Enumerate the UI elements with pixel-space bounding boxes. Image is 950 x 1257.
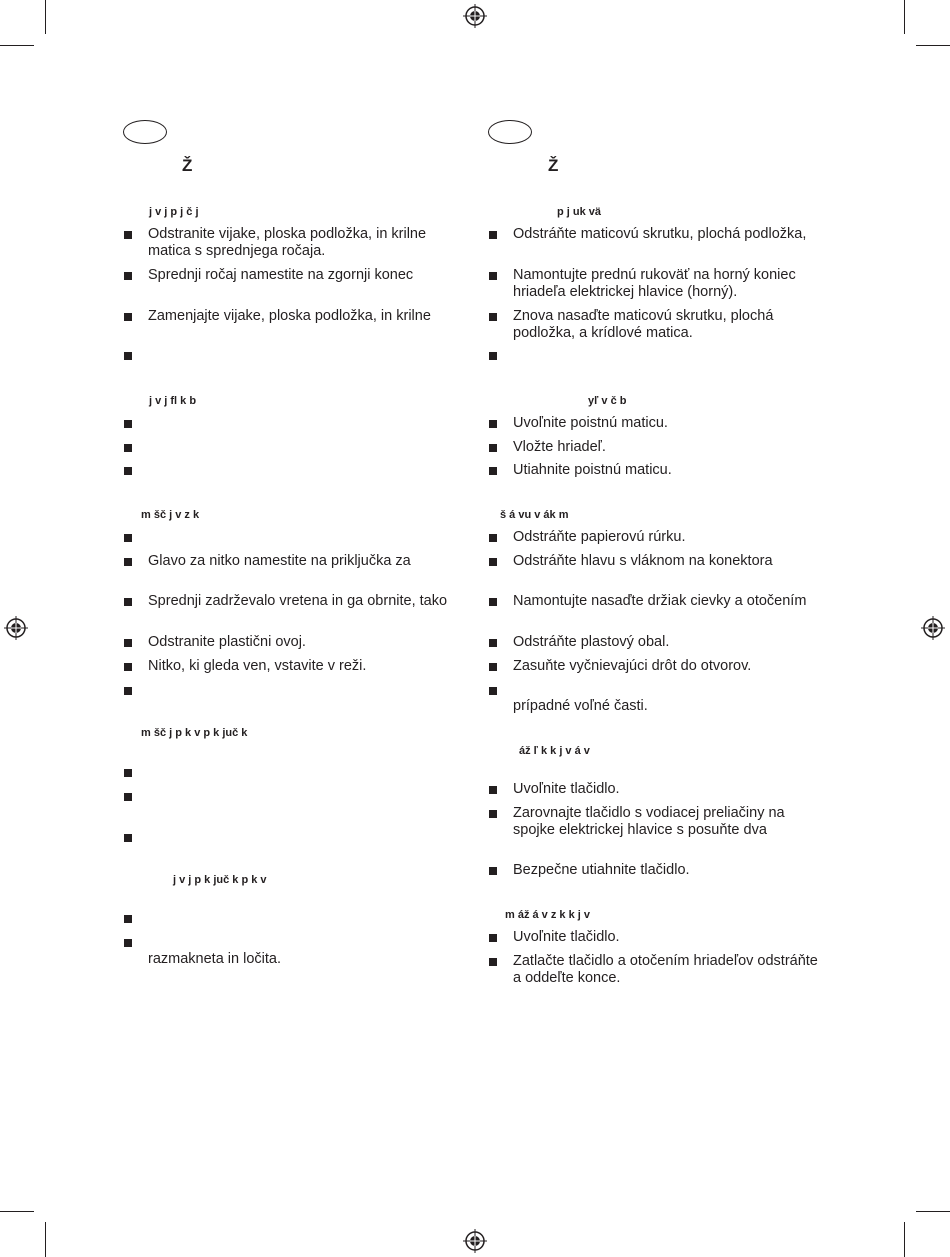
bullet-icon: [124, 231, 132, 239]
crop-mark: [0, 1211, 34, 1212]
list-item: Zamenjajte vijake, ploska podložka, in krilne: [148, 308, 431, 324]
bullet-icon: [489, 444, 497, 452]
bullet-icon: [489, 958, 497, 966]
bullet-icon: [124, 558, 132, 566]
list-item: Odstráňte hlavu s vláknom na konektora: [513, 553, 773, 569]
bullet-icon: [489, 272, 497, 280]
list-item: Uvoľnite tlačidlo.: [513, 929, 620, 945]
bullet-icon: [489, 534, 497, 542]
section-heading: áž ľ k k j v á v: [519, 745, 590, 757]
list-item: Sprednji ročaj namestite na zgornji konec: [148, 267, 414, 283]
bullet-icon: [124, 687, 132, 695]
language-badge-oval: [488, 120, 532, 144]
section-heading: j v j fl k b: [149, 395, 197, 407]
crop-mark: [45, 1222, 46, 1257]
list-item: Uvoľnite poistnú maticu.: [513, 415, 668, 431]
bullet-icon: [124, 915, 132, 923]
crop-mark: [904, 1222, 905, 1257]
section-heading: p j uk vä: [557, 206, 602, 218]
list-item: Nitko, ki gleda ven, vstavite v reži.: [148, 658, 367, 674]
bullet-icon: [124, 769, 132, 777]
list-item: Glavo za nitko namestite na priključka za: [148, 553, 411, 569]
bullet-icon: [489, 639, 497, 647]
list-item: Znova nasaďte maticovú skrutku, plochá: [513, 308, 774, 324]
list-item: spojke elektrickej hlavice s posuňte dva: [513, 822, 767, 838]
bullet-icon: [489, 867, 497, 875]
bullet-icon: [124, 313, 132, 321]
list-item: Bezpečne utiahnite tlačidlo.: [513, 862, 690, 878]
section-heading: m áž á v z k k j v: [505, 909, 590, 921]
registration-mark-icon: [4, 616, 28, 640]
bullet-icon: [124, 467, 132, 475]
bullet-icon: [489, 598, 497, 606]
list-item: Utiahnite poistnú maticu.: [513, 462, 672, 478]
section-heading: m šč j p k v p k juč k: [141, 727, 248, 739]
section-heading: j v j p k juč k p k v: [173, 874, 267, 886]
page-title: Ž: [182, 156, 193, 175]
bullet-icon: [489, 231, 497, 239]
list-item: Namontujte nasaďte držiak cievky a otočením: [513, 593, 807, 609]
bullet-icon: [124, 834, 132, 842]
list-item: Odstranite vijake, ploska podložka, in krilne: [148, 226, 427, 242]
crop-mark: [904, 0, 905, 34]
list-item: Odstráňte plastový obal.: [513, 634, 670, 650]
bullet-icon: [489, 420, 497, 428]
crop-mark: [45, 0, 46, 34]
registration-mark-icon: [463, 4, 487, 28]
list-item: Sprednji zadrževalo vretena in ga obrnite, tako: [148, 593, 448, 609]
bullet-icon: [489, 810, 497, 818]
crop-mark: [916, 1211, 950, 1212]
section-heading: š á vu v ák m: [500, 509, 569, 521]
list-item: Vložte hriadeľ.: [513, 439, 606, 455]
registration-mark-icon: [921, 616, 945, 640]
bullet-icon: [489, 313, 497, 321]
bullet-icon: [124, 639, 132, 647]
list-item: a oddeľte konce.: [513, 970, 621, 986]
list-item: Zarovnajte tlačidlo s vodiacej preliačiny na: [513, 805, 785, 821]
page-title: Ž: [548, 156, 559, 175]
list-item: Zatlačte tlačidlo a otočením hriadeľov odstráňte: [513, 953, 818, 969]
bullet-icon: [489, 467, 497, 475]
list-item: hriadeľa elektrickej hlavice (horný).: [513, 284, 738, 300]
bullet-icon: [124, 793, 132, 801]
bullet-icon: [489, 352, 497, 360]
bullet-icon: [124, 939, 132, 947]
list-item: prípadné voľné časti.: [513, 698, 648, 714]
bullet-icon: [124, 598, 132, 606]
section-heading: j v j p j č j: [149, 206, 199, 218]
list-item: Odstranite plastični ovoj.: [148, 634, 306, 650]
bullet-icon: [489, 558, 497, 566]
bullet-icon: [489, 786, 497, 794]
bullet-icon: [124, 663, 132, 671]
bullet-icon: [124, 534, 132, 542]
crop-mark: [916, 45, 950, 46]
list-item: Namontujte prednú rukoväť na horný koniec: [513, 267, 796, 283]
list-item: Odstráňte maticovú skrutku, plochá podložka,: [513, 226, 807, 242]
registration-mark-icon: [463, 1229, 487, 1253]
list-item: matica s sprednjega ročaja.: [148, 243, 326, 259]
bullet-icon: [124, 352, 132, 360]
crop-mark: [0, 45, 34, 46]
language-badge-oval: [123, 120, 167, 144]
list-item: Uvoľnite tlačidlo.: [513, 781, 620, 797]
bullet-icon: [489, 934, 497, 942]
list-item: razmakneta in ločita.: [148, 951, 281, 967]
list-item: podložka, a krídlové matica.: [513, 325, 693, 341]
bullet-icon: [124, 272, 132, 280]
section-heading: yľ v č b: [588, 395, 627, 407]
bullet-icon: [124, 420, 132, 428]
bullet-icon: [489, 687, 497, 695]
section-heading: m šč j v z k: [141, 509, 200, 521]
list-item: Odstráňte papierovú rúrku.: [513, 529, 686, 545]
bullet-icon: [489, 663, 497, 671]
bullet-icon: [124, 444, 132, 452]
list-item: Zasuňte vyčnievajúci drôt do otvorov.: [513, 658, 752, 674]
